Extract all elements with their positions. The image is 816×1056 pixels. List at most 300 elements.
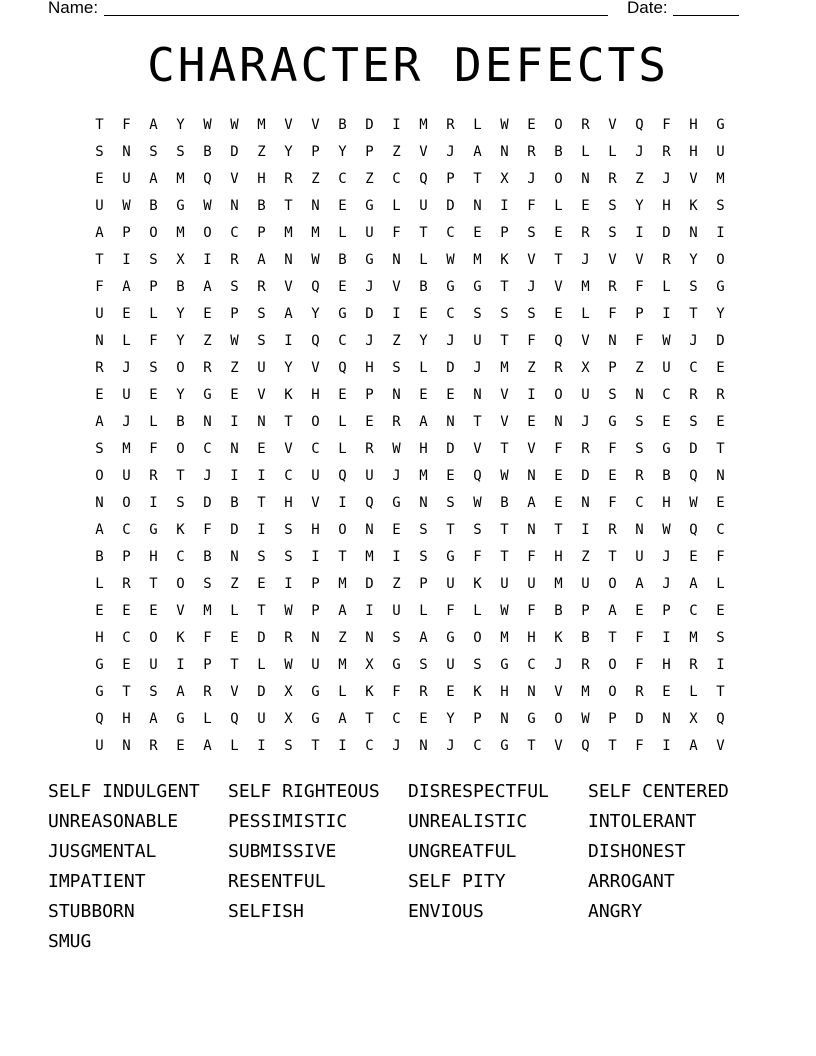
grid-letter: N xyxy=(689,225,698,241)
grid-letter: Q xyxy=(419,171,428,187)
grid-letter: K xyxy=(176,522,185,538)
grid-row xyxy=(86,195,734,222)
grid-letter: R xyxy=(149,468,158,484)
grid-letter: J xyxy=(527,171,536,187)
grid-letter: Y xyxy=(176,333,185,349)
grid-letter: T xyxy=(716,441,725,457)
grid-letter: W xyxy=(284,603,293,619)
grid-letter: F xyxy=(95,279,104,295)
grid-letter: H xyxy=(365,360,374,376)
grid-letter: O xyxy=(554,711,563,727)
grid-letter: N xyxy=(95,495,104,511)
grid-letter: H xyxy=(500,684,509,700)
grid-letter: J xyxy=(122,414,131,430)
grid-letter: S xyxy=(257,549,266,565)
grid-letter: K xyxy=(473,576,482,592)
grid-letter: S xyxy=(149,144,158,160)
grid-letter: G xyxy=(446,630,455,646)
grid-letter: S xyxy=(716,630,725,646)
grid-letter: R xyxy=(581,117,590,133)
grid-letter: E xyxy=(338,387,347,403)
grid-letter: I xyxy=(392,549,401,565)
grid-letter: T xyxy=(500,441,509,457)
grid-letter: E xyxy=(122,306,131,322)
grid-letter: P xyxy=(365,144,374,160)
grid-letter: G xyxy=(500,657,509,673)
grid-letter: I xyxy=(338,495,347,511)
grid-letter: Z xyxy=(635,360,644,376)
grid-letter: Q xyxy=(365,495,374,511)
grid-letter: A xyxy=(95,414,104,430)
word-list-item: ARROGANT xyxy=(588,871,675,892)
grid-letter: Z xyxy=(338,630,347,646)
grid-letter: M xyxy=(716,171,725,187)
grid-letter: S xyxy=(635,441,644,457)
grid-letter: M xyxy=(419,468,428,484)
grid-letter: H xyxy=(311,387,320,403)
grid-letter: B xyxy=(662,468,671,484)
grid-letter: P xyxy=(311,144,320,160)
grid-letter: J xyxy=(554,657,563,673)
grid-letter: L xyxy=(689,684,698,700)
grid-letter: D xyxy=(365,117,374,133)
grid-letter: C xyxy=(635,495,644,511)
grid-letter: E xyxy=(716,414,725,430)
grid-letter: F xyxy=(473,549,482,565)
grid-letter: V xyxy=(500,387,509,403)
grid-letter: M xyxy=(554,576,563,592)
grid-letter: I xyxy=(176,657,185,673)
grid-letter: B xyxy=(203,549,212,565)
grid-letter: B xyxy=(500,495,509,511)
grid-letter: P xyxy=(230,306,239,322)
grid-letter: J xyxy=(662,549,671,565)
grid-letter: Q xyxy=(689,468,698,484)
grid-letter: H xyxy=(284,495,293,511)
grid-letter: Y xyxy=(176,387,185,403)
grid-letter: G xyxy=(311,684,320,700)
grid-letter: F xyxy=(392,225,401,241)
grid-letter: D xyxy=(716,333,725,349)
name-label: Name: xyxy=(48,0,99,17)
grid-row xyxy=(86,330,734,357)
grid-letter: R xyxy=(149,738,158,754)
grid-letter: E xyxy=(446,387,455,403)
grid-letter: R xyxy=(257,279,266,295)
grid-letter: S xyxy=(473,522,482,538)
grid-letter: S xyxy=(203,576,212,592)
grid-letter: Q xyxy=(635,117,644,133)
grid-letter: F xyxy=(554,441,563,457)
grid-letter: F xyxy=(635,738,644,754)
grid-letter: W xyxy=(230,117,239,133)
grid-letter: V xyxy=(392,279,401,295)
grid-letter: S xyxy=(257,333,266,349)
grid-letter: S xyxy=(392,360,401,376)
grid-letter: M xyxy=(581,684,590,700)
grid-letter: I xyxy=(392,117,401,133)
grid-letter: E xyxy=(446,684,455,700)
grid-letter: Q xyxy=(689,522,698,538)
grid-letter: A xyxy=(689,738,698,754)
grid-letter: J xyxy=(581,414,590,430)
grid-letter: W xyxy=(500,468,509,484)
grid-row xyxy=(86,681,734,708)
grid-letter: M xyxy=(419,117,428,133)
worksheet-header xyxy=(0,0,816,20)
word-list-item: UNGREATFUL xyxy=(408,841,517,862)
grid-letter: E xyxy=(473,225,482,241)
grid-letter: M xyxy=(257,117,266,133)
grid-letter: D xyxy=(689,441,698,457)
grid-letter: G xyxy=(311,711,320,727)
grid-letter: E xyxy=(365,414,374,430)
grid-letter: O xyxy=(95,468,104,484)
grid-letter: F xyxy=(392,684,401,700)
grid-letter: D xyxy=(230,522,239,538)
grid-row xyxy=(86,384,734,411)
grid-letter: L xyxy=(473,603,482,619)
grid-letter: E xyxy=(716,603,725,619)
grid-letter: W xyxy=(689,495,698,511)
grid-letter: A xyxy=(95,225,104,241)
grid-letter: A xyxy=(527,495,536,511)
grid-letter: G xyxy=(392,495,401,511)
grid-letter: L xyxy=(257,657,266,673)
grid-letter: I xyxy=(203,252,212,268)
grid-letter: P xyxy=(257,225,266,241)
word-list-item: SELF CENTERED xyxy=(588,781,729,802)
grid-letter: E xyxy=(257,441,266,457)
grid-letter: U xyxy=(473,333,482,349)
grid-letter: Q xyxy=(338,360,347,376)
grid-letter: H xyxy=(419,441,428,457)
grid-row xyxy=(86,168,734,195)
grid-letter: Z xyxy=(230,576,239,592)
grid-letter: V xyxy=(230,684,239,700)
grid-letter: A xyxy=(149,117,158,133)
grid-letter: O xyxy=(554,387,563,403)
grid-letter: F xyxy=(446,603,455,619)
grid-letter: W xyxy=(473,495,482,511)
grid-letter: K xyxy=(500,252,509,268)
grid-letter: B xyxy=(419,279,428,295)
grid-letter: U xyxy=(95,198,104,214)
grid-letter: D xyxy=(230,144,239,160)
grid-letter: N xyxy=(203,414,212,430)
grid-letter: H xyxy=(662,495,671,511)
grid-letter: W xyxy=(500,117,509,133)
grid-letter: Z xyxy=(230,360,239,376)
grid-letter: K xyxy=(689,198,698,214)
grid-letter: I xyxy=(338,738,347,754)
grid-letter: C xyxy=(122,630,131,646)
grid-letter: C xyxy=(311,441,320,457)
grid-letter: Z xyxy=(203,333,212,349)
grid-letter: Z xyxy=(581,549,590,565)
grid-letter: W xyxy=(392,441,401,457)
grid-letter: Z xyxy=(392,576,401,592)
grid-letter: M xyxy=(284,225,293,241)
grid-letter: H xyxy=(122,711,131,727)
grid-letter: R xyxy=(662,144,671,160)
grid-row xyxy=(86,438,734,465)
grid-letter: U xyxy=(446,657,455,673)
grid-letter: H xyxy=(554,549,563,565)
grid-letter: P xyxy=(635,306,644,322)
grid-letter: U xyxy=(311,657,320,673)
grid-letter: T xyxy=(473,171,482,187)
grid-letter: L xyxy=(230,603,239,619)
grid-row xyxy=(86,141,734,168)
grid-letter: G xyxy=(446,549,455,565)
grid-letter: W xyxy=(122,198,131,214)
grid-letter: Y xyxy=(689,252,698,268)
word-list-item: SMUG xyxy=(48,931,92,952)
grid-letter: G xyxy=(176,198,185,214)
grid-letter: G xyxy=(662,441,671,457)
grid-letter: Y xyxy=(419,333,428,349)
grid-letter: D xyxy=(446,441,455,457)
grid-letter: S xyxy=(473,657,482,673)
grid-letter: G xyxy=(392,657,401,673)
grid-letter: S xyxy=(608,198,617,214)
grid-letter: T xyxy=(365,711,374,727)
grid-row xyxy=(86,249,734,276)
grid-letter: I xyxy=(581,522,590,538)
grid-letter: T xyxy=(500,279,509,295)
grid-letter: S xyxy=(284,549,293,565)
grid-letter: M xyxy=(122,441,131,457)
grid-letter: Z xyxy=(392,144,401,160)
grid-letter: T xyxy=(554,522,563,538)
grid-letter: G xyxy=(176,711,185,727)
grid-letter: U xyxy=(122,468,131,484)
word-list-item: SUBMISSIVE xyxy=(228,841,337,862)
grid-letter: V xyxy=(284,441,293,457)
grid-letter: L xyxy=(554,198,563,214)
grid-letter: T xyxy=(446,522,455,538)
grid-letter: M xyxy=(176,225,185,241)
grid-letter: S xyxy=(284,522,293,538)
grid-letter: R xyxy=(554,360,563,376)
grid-letter: R xyxy=(581,657,590,673)
grid-letter: N xyxy=(230,198,239,214)
grid-row xyxy=(86,357,734,384)
grid-letter: R xyxy=(284,630,293,646)
grid-letter: M xyxy=(581,279,590,295)
grid-letter: E xyxy=(230,630,239,646)
grid-letter: C xyxy=(527,657,536,673)
grid-letter: E xyxy=(662,414,671,430)
grid-letter: S xyxy=(149,360,158,376)
grid-letter: F xyxy=(527,333,536,349)
grid-letter: P xyxy=(149,279,158,295)
grid-letter: F xyxy=(149,441,158,457)
grid-letter: C xyxy=(662,387,671,403)
grid-letter: V xyxy=(419,144,428,160)
grid-letter: E xyxy=(338,198,347,214)
grid-row xyxy=(86,708,734,735)
grid-letter: N xyxy=(392,252,401,268)
grid-letter: S xyxy=(419,657,428,673)
grid-letter: H xyxy=(689,144,698,160)
grid-letter: Y xyxy=(311,306,320,322)
grid-letter: Q xyxy=(338,468,347,484)
grid-letter: M xyxy=(473,252,482,268)
grid-letter: O xyxy=(554,171,563,187)
grid-letter: S xyxy=(527,225,536,241)
grid-letter: J xyxy=(662,171,671,187)
grid-letter: E xyxy=(203,306,212,322)
grid-letter: K xyxy=(176,630,185,646)
word-list-item: INTOLERANT xyxy=(588,811,697,832)
grid-letter: U xyxy=(122,171,131,187)
grid-letter: T xyxy=(284,198,293,214)
grid-row xyxy=(86,735,734,762)
grid-letter: B xyxy=(554,144,563,160)
grid-letter: J xyxy=(473,360,482,376)
grid-letter: O xyxy=(608,684,617,700)
grid-letter: C xyxy=(203,441,212,457)
grid-letter: W xyxy=(581,711,590,727)
grid-letter: J xyxy=(392,468,401,484)
grid-letter: Q xyxy=(203,171,212,187)
grid-letter: L xyxy=(581,144,590,160)
grid-letter: V xyxy=(608,252,617,268)
grid-letter: S xyxy=(527,306,536,322)
grid-letter: A xyxy=(122,279,131,295)
grid-letter: C xyxy=(122,522,131,538)
grid-row xyxy=(86,222,734,249)
word-list-item: SELF RIGHTEOUS xyxy=(228,781,380,802)
grid-letter: D xyxy=(581,468,590,484)
grid-letter: J xyxy=(446,738,455,754)
grid-letter: L xyxy=(203,711,212,727)
grid-letter: Y xyxy=(284,144,293,160)
grid-letter: S xyxy=(284,738,293,754)
grid-letter: G xyxy=(527,711,536,727)
grid-letter: D xyxy=(446,198,455,214)
grid-letter: D xyxy=(662,225,671,241)
grid-letter: E xyxy=(554,306,563,322)
grid-letter: L xyxy=(338,414,347,430)
grid-letter: O xyxy=(311,414,320,430)
grid-row xyxy=(86,465,734,492)
grid-letter: R xyxy=(662,252,671,268)
grid-letter: F xyxy=(203,630,212,646)
grid-letter: Q xyxy=(95,711,104,727)
grid-letter: U xyxy=(365,468,374,484)
grid-letter: Y xyxy=(176,117,185,133)
grid-letter: P xyxy=(608,360,617,376)
grid-letter: V xyxy=(311,495,320,511)
grid-letter: R xyxy=(635,684,644,700)
grid-letter: M xyxy=(689,630,698,646)
grid-letter: F xyxy=(716,549,725,565)
grid-letter: A xyxy=(284,306,293,322)
grid-letter: G xyxy=(716,279,725,295)
grid-letter: E xyxy=(554,468,563,484)
grid-letter: W xyxy=(284,657,293,673)
grid-letter: P xyxy=(203,657,212,673)
grid-row xyxy=(86,654,734,681)
grid-letter: O xyxy=(203,225,212,241)
grid-letter: I xyxy=(716,657,725,673)
grid-letter: R xyxy=(716,387,725,403)
grid-letter: O xyxy=(554,117,563,133)
grid-letter: I xyxy=(230,414,239,430)
grid-letter: R xyxy=(419,684,428,700)
grid-letter: T xyxy=(230,657,239,673)
grid-letter: N xyxy=(446,414,455,430)
grid-letter: I xyxy=(311,549,320,565)
grid-letter: P xyxy=(662,603,671,619)
grid-letter: L xyxy=(581,306,590,322)
grid-letter: L xyxy=(473,117,482,133)
grid-letter: U xyxy=(149,657,158,673)
grid-letter: U xyxy=(716,144,725,160)
grid-letter: F xyxy=(149,333,158,349)
grid-letter: U xyxy=(446,576,455,592)
grid-letter: B xyxy=(338,117,347,133)
grid-letter: A xyxy=(419,630,428,646)
grid-letter: N xyxy=(284,252,293,268)
word-list xyxy=(48,780,788,960)
grid-letter: J xyxy=(203,468,212,484)
grid-letter: V xyxy=(500,414,509,430)
grid-letter: T xyxy=(689,306,698,322)
grid-letter: M xyxy=(365,549,374,565)
grid-letter: E xyxy=(554,225,563,241)
word-list-item: JUSGMENTAL xyxy=(48,841,157,862)
grid-letter: B xyxy=(203,144,212,160)
grid-letter: X xyxy=(284,684,293,700)
grid-letter: N xyxy=(365,522,374,538)
grid-row xyxy=(86,519,734,546)
grid-letter: Z xyxy=(311,171,320,187)
grid-letter: X xyxy=(284,711,293,727)
grid-letter: R xyxy=(122,576,131,592)
grid-letter: N xyxy=(230,549,239,565)
grid-letter: N xyxy=(95,333,104,349)
grid-letter: P xyxy=(365,387,374,403)
grid-letter: O xyxy=(473,630,482,646)
grid-letter: S xyxy=(149,684,158,700)
word-list-item: STUBBORN xyxy=(48,901,135,922)
grid-letter: S xyxy=(716,198,725,214)
grid-letter: N xyxy=(122,144,131,160)
grid-letter: G xyxy=(716,117,725,133)
grid-letter: J xyxy=(392,738,401,754)
word-list-item: DISHONEST xyxy=(588,841,686,862)
grid-letter: P xyxy=(608,711,617,727)
grid-letter: I xyxy=(230,468,239,484)
grid-letter: R xyxy=(689,657,698,673)
grid-letter: U xyxy=(635,549,644,565)
grid-letter: R xyxy=(608,522,617,538)
grid-letter: C xyxy=(176,549,185,565)
grid-letter: I xyxy=(149,495,158,511)
grid-letter: Q xyxy=(230,711,239,727)
grid-letter: C xyxy=(716,522,725,538)
grid-letter: U xyxy=(500,576,509,592)
grid-letter: Q xyxy=(311,279,320,295)
grid-letter: P xyxy=(446,171,455,187)
grid-letter: W xyxy=(446,252,455,268)
grid-letter: R xyxy=(446,117,455,133)
grid-letter: P xyxy=(581,603,590,619)
